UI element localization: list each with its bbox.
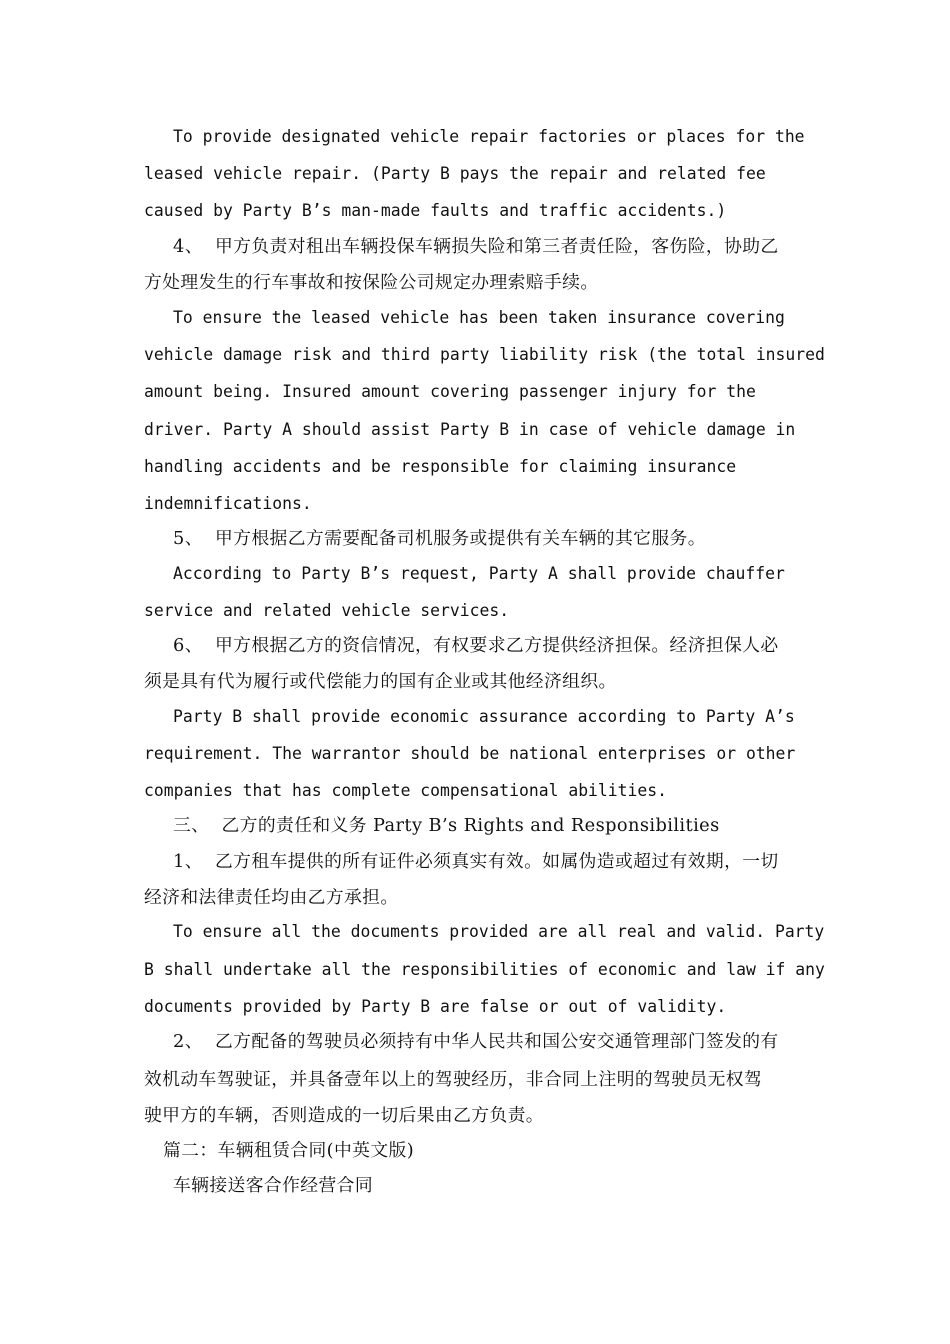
text-line: 驶甲方的车辆，否则造成的一切后果由乙方负责。 — [144, 1105, 544, 1126]
section-heading: 三、 乙方的责任和义务 Party B’s Rights and Responsibilities — [173, 815, 720, 836]
text-line: service and related vehicle services. — [144, 601, 510, 620]
text-line: 经济和法律责任均由乙方承担。 — [144, 887, 399, 908]
text-line: 5、 甲方根据乙方需要配备司机服务或提供有关车辆的其它服务。 — [173, 528, 706, 549]
text-line: requirement. The warrantor should be national enterprises or other — [144, 744, 796, 763]
text-line: To provide designated vehicle repair factories or places for the — [173, 127, 805, 146]
text-line: 1、 乙方租车提供的所有证件必须真实有效。如属伪造或超过有效期，一切 — [173, 851, 779, 872]
text-line: B shall undertake all the responsibilities of economic and law if any — [144, 960, 825, 979]
text-line: 方处理发生的行车事故和按保险公司规定办理索赔手续。 — [144, 272, 599, 293]
text-line: According to Party B’s request, Party A shall provide chauffer — [173, 564, 785, 583]
contract-title: 车辆接送客合作经营合同 — [173, 1175, 373, 1196]
text-line: 6、 甲方根据乙方的资信情况，有权要求乙方提供经济担保。经济担保人必 — [173, 635, 779, 656]
text-line: Party B shall provide economic assurance according to Party A’s — [173, 707, 795, 726]
text-line: amount being. Insured amount covering passenger injury for the — [144, 382, 756, 401]
text-line: vehicle damage risk and third party liability risk (the total insured — [144, 345, 825, 364]
text-line: 2、 乙方配备的驾驶员必须持有中华人民共和国公安交通管理部门签发的有 — [173, 1031, 779, 1052]
text-line: 效机动车驾驶证，并具备壹年以上的驾驶经历，非合同上注明的驾驶员无权驾 — [144, 1069, 763, 1090]
text-line: indemnifications. — [144, 494, 312, 513]
article-title: 篇二：车辆租赁合同(中英文版) — [163, 1140, 415, 1161]
text-line: 4、 甲方负责对租出车辆投保车辆损失险和第三者责任险，客伤险，协助乙 — [173, 236, 779, 257]
text-line: To ensure the leased vehicle has been taken insurance covering — [173, 308, 785, 327]
text-line: documents provided by Party B are false or out of validity. — [144, 997, 727, 1016]
text-line: driver. Party A should assist Party B in case of vehicle damage in — [144, 420, 796, 439]
text-line: companies that has complete compensational abilities. — [144, 781, 668, 800]
text-line: leased vehicle repair. (Party B pays the repair and related fee — [144, 164, 766, 183]
text-line: 须是具有代为履行或代偿能力的国有企业或其他经济组织。 — [144, 671, 617, 692]
text-line: handling accidents and be responsible for claiming insurance — [144, 457, 737, 476]
text-line: To ensure all the documents provided are all real and valid. Party — [173, 922, 825, 941]
text-line: caused by Party B’s man-made faults and traffic accidents.) — [144, 201, 727, 220]
